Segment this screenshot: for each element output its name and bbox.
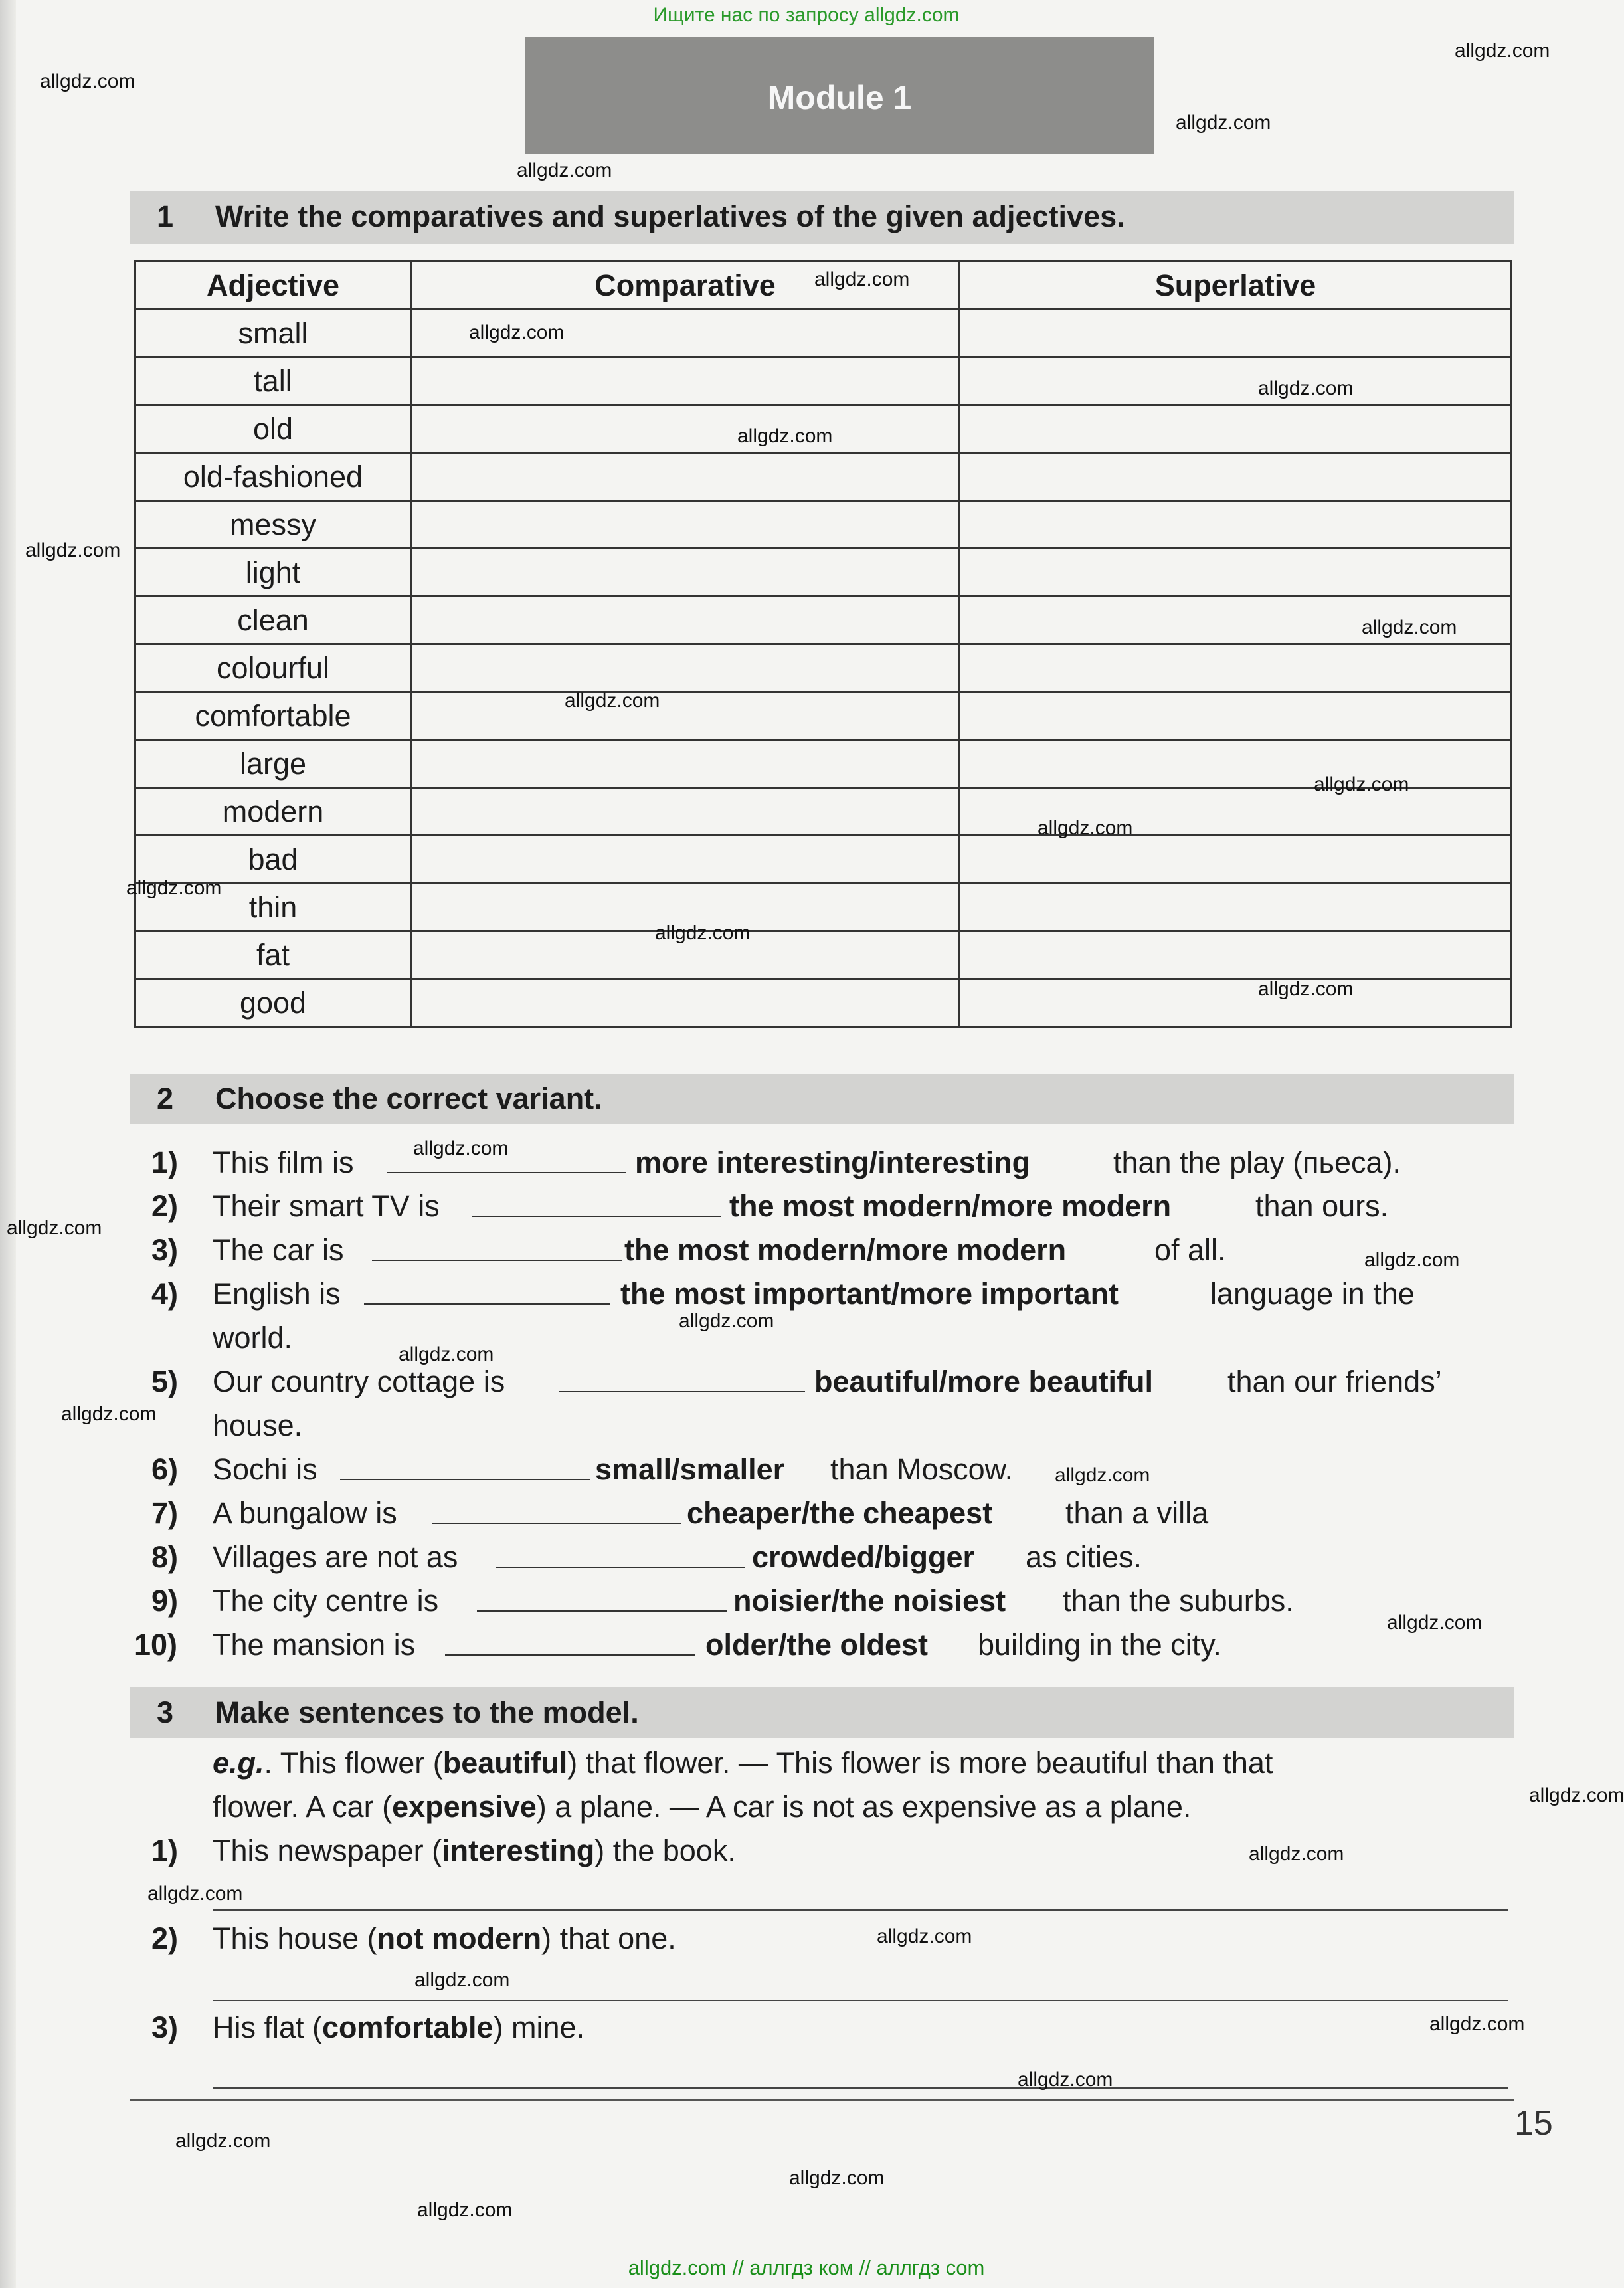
- watermark[interactable]: allgdz.com: [126, 877, 222, 899]
- watermark[interactable]: allgdz.com: [1364, 1249, 1460, 1271]
- adjective-cell: modern: [135, 788, 411, 836]
- superlative-cell[interactable]: [960, 740, 1512, 788]
- comparative-cell[interactable]: [411, 405, 960, 453]
- comparative-cell[interactable]: [411, 357, 960, 405]
- answer-blank[interactable]: [372, 1233, 622, 1261]
- superlative-cell[interactable]: [960, 405, 1512, 453]
- example-text: ) that flower. — This flower is more beautiful than that: [567, 1746, 1273, 1780]
- adjective-cell: clean: [135, 597, 411, 644]
- exercise-3-number: 3: [157, 1695, 174, 1729]
- page-binding-shadow: [0, 0, 16, 2288]
- item-text-before: The mansion is: [213, 1628, 416, 1662]
- item-text-after: than our friends’: [1227, 1365, 1442, 1398]
- item-number: 5): [151, 1365, 179, 1398]
- item-text-before: The city centre is: [213, 1584, 439, 1618]
- example-adjective: beautiful: [442, 1746, 568, 1780]
- watermark[interactable]: allgdz.com: [1455, 40, 1550, 62]
- superlative-cell[interactable]: [960, 836, 1512, 884]
- item-options: older/the oldest: [705, 1628, 929, 1662]
- item-text: This newspaper (: [213, 1834, 442, 1867]
- item-options: more interesting/interesting: [635, 1145, 1031, 1179]
- answer-blank[interactable]: [340, 1452, 590, 1480]
- example-text: . This flower (: [264, 1746, 443, 1780]
- answer-line[interactable]: [213, 1909, 1508, 1911]
- item-text-before: Sochi is: [213, 1452, 317, 1486]
- adjective-cell: large: [135, 740, 411, 788]
- exercise-2-number: 2: [157, 1082, 174, 1115]
- item-text-after: than ours.: [1255, 1189, 1389, 1223]
- comparative-cell[interactable]: [411, 788, 960, 836]
- comparative-cell[interactable]: [411, 740, 960, 788]
- item-number: 3): [151, 2010, 179, 2044]
- watermark[interactable]: allgdz.com: [1249, 1843, 1344, 1865]
- example-text: flower. A car (: [213, 1790, 393, 1824]
- watermark[interactable]: allgdz.com: [1018, 2069, 1113, 2091]
- adjective-cell: tall: [135, 357, 411, 405]
- item-options: crowded/bigger: [752, 1540, 975, 1574]
- page-number: 15: [1514, 2104, 1553, 2143]
- item-number: 7): [151, 1496, 179, 1530]
- table-row: [135, 310, 1512, 357]
- module-title: Module 1: [767, 79, 912, 116]
- adjective-cell: good: [135, 979, 411, 1027]
- adjective-cell: bad: [135, 836, 411, 884]
- example-text: ) a plane. — A car is not as expensive as a plane.: [536, 1790, 1192, 1824]
- comparative-cell[interactable]: [411, 979, 960, 1027]
- watermark[interactable]: allgdz.com: [1429, 2013, 1525, 2035]
- watermark[interactable]: allgdz.com: [1055, 1464, 1150, 1486]
- item-text-after: building in the city.: [978, 1628, 1221, 1662]
- watermark[interactable]: allgdz.com: [414, 1969, 510, 1991]
- watermark[interactable]: allgdz.com: [469, 322, 565, 343]
- exercise-3-title: Make sentences to the model.: [215, 1695, 639, 1729]
- item-number: 4): [151, 1277, 179, 1311]
- header-adjective: Adjective: [135, 262, 411, 310]
- item-options: the most important/more important: [620, 1277, 1119, 1311]
- exercise-1-title: Write the comparatives and superlatives of the given adjectives.: [215, 199, 1125, 233]
- item-number: 1): [151, 1145, 179, 1179]
- superlative-cell[interactable]: [960, 979, 1512, 1027]
- item-text-after: than Moscow.: [830, 1452, 1014, 1486]
- answer-blank[interactable]: [496, 1540, 745, 1568]
- item-number: 2): [151, 1189, 179, 1223]
- watermark[interactable]: allgdz.com: [1529, 1784, 1624, 1806]
- item-number: 6): [151, 1452, 179, 1486]
- item-text: ) mine.: [493, 2010, 585, 2044]
- watermark[interactable]: allgdz.com: [25, 539, 121, 561]
- table-row: [135, 692, 1512, 740]
- watermark[interactable]: allgdz.com: [737, 425, 833, 447]
- table-row: [135, 597, 1512, 644]
- header-comparative: Comparative: [411, 262, 960, 310]
- adjective-cell: messy: [135, 501, 411, 549]
- item-text-after: than a villa: [1065, 1496, 1209, 1530]
- table-row: [135, 549, 1512, 597]
- watermark[interactable]: allgdz.com: [61, 1403, 157, 1425]
- comparative-cell[interactable]: [411, 692, 960, 740]
- item-options: small/smaller: [595, 1452, 785, 1486]
- item-number: 2): [151, 1921, 179, 1955]
- watermark[interactable]: allgdz.com: [789, 2167, 885, 2189]
- watermark[interactable]: allgdz.com: [175, 2130, 271, 2152]
- item-text-before: Their smart TV is: [213, 1189, 440, 1223]
- watermark[interactable]: allgdz.com: [399, 1343, 494, 1365]
- comparative-cell[interactable]: [411, 453, 960, 501]
- watermark[interactable]: allgdz.com: [814, 268, 910, 290]
- comparative-cell[interactable]: [411, 549, 960, 597]
- adjective-cell: old-fashioned: [135, 453, 411, 501]
- exercise-1-number: 1: [157, 199, 174, 233]
- adjective-cell: small: [135, 310, 411, 357]
- item-text-after: than the suburbs.: [1063, 1584, 1294, 1618]
- table-row: [135, 740, 1512, 788]
- item-text-before: English is: [213, 1277, 341, 1311]
- answer-blank[interactable]: [432, 1496, 681, 1524]
- item-options: the most modern/more modern: [729, 1189, 1172, 1223]
- superlative-cell[interactable]: [960, 884, 1512, 931]
- item-text: His flat (: [213, 2010, 323, 2044]
- header-superlative: Superlative: [960, 262, 1512, 310]
- watermark[interactable]: allgdz.com: [679, 1310, 774, 1332]
- item-number: 10): [134, 1628, 178, 1662]
- watermark[interactable]: allgdz.com: [1362, 617, 1457, 638]
- example-label: e.g.: [213, 1746, 264, 1780]
- watermark[interactable]: allgdz.com: [565, 690, 660, 712]
- watermark[interactable]: allgdz.com: [413, 1137, 509, 1159]
- comparative-cell[interactable]: [411, 501, 960, 549]
- item-options: the most modern/more modern: [624, 1233, 1067, 1267]
- table-row: [135, 931, 1512, 979]
- watermark[interactable]: allgdz.com: [517, 159, 612, 181]
- superlative-cell[interactable]: [960, 644, 1512, 692]
- bottom-banner[interactable]: allgdz.com // аллгдз ком // аллгдз com: [628, 2256, 985, 2279]
- table-row: [135, 788, 1512, 836]
- adjective-cell: colourful: [135, 644, 411, 692]
- item-adjective: comfortable: [322, 2010, 494, 2044]
- item-options: beautiful/more beautiful: [814, 1365, 1154, 1398]
- watermark[interactable]: allgdz.com: [1038, 817, 1133, 839]
- exercise-2-title: Choose the correct variant.: [215, 1082, 602, 1115]
- table-row: [135, 644, 1512, 692]
- item-text: This house (: [213, 1921, 377, 1955]
- superlative-cell[interactable]: [960, 453, 1512, 501]
- watermark[interactable]: allgdz.com: [147, 1883, 243, 1905]
- ex2-item-5-continued: house.: [213, 1408, 303, 1442]
- item-text-after: language in the: [1210, 1277, 1415, 1311]
- answer-blank[interactable]: [559, 1365, 805, 1392]
- item-number: 9): [151, 1584, 179, 1618]
- superlative-cell[interactable]: [960, 692, 1512, 740]
- ex3-example-line-2: [213, 1790, 1191, 1824]
- example-adjective: expensive: [392, 1790, 537, 1824]
- item-text-before: Our country cottage is: [213, 1365, 505, 1398]
- superlative-cell[interactable]: [960, 501, 1512, 549]
- item-text: ) the book.: [594, 1834, 736, 1867]
- item-text-after: of all.: [1154, 1233, 1226, 1267]
- answer-blank[interactable]: [472, 1189, 721, 1217]
- answer-line[interactable]: [213, 2087, 1508, 2089]
- adjectives-table: [134, 260, 1512, 1028]
- item-text-after: as cities.: [1026, 1540, 1142, 1574]
- item-text-before: The car is: [213, 1233, 344, 1267]
- watermark[interactable]: allgdz.com: [7, 1217, 102, 1239]
- item-number: 1): [151, 1834, 179, 1867]
- superlative-cell[interactable]: [960, 310, 1512, 357]
- answer-blank[interactable]: [445, 1628, 695, 1656]
- item-adjective: interesting: [442, 1834, 595, 1867]
- answer-blank[interactable]: [477, 1584, 727, 1612]
- item-options: noisier/the noisiest: [733, 1584, 1006, 1618]
- watermark[interactable]: allgdz.com: [1176, 112, 1271, 134]
- item-text: ) that one.: [541, 1921, 676, 1955]
- item-text-before: Villages are not as: [213, 1540, 458, 1574]
- watermark[interactable]: allgdz.com: [1258, 377, 1354, 399]
- adjective-cell: fat: [135, 931, 411, 979]
- item-options: cheaper/the cheapest: [687, 1496, 993, 1530]
- page-bottom-rule: [130, 2099, 1514, 2101]
- item-text-before: A bungalow is: [213, 1496, 397, 1530]
- watermark[interactable]: allgdz.com: [417, 2199, 513, 2221]
- superlative-cell[interactable]: [960, 357, 1512, 405]
- item-number: 3): [151, 1233, 179, 1267]
- watermark[interactable]: allgdz.com: [655, 922, 751, 944]
- comparative-cell[interactable]: [411, 597, 960, 644]
- comparative-cell[interactable]: [411, 644, 960, 692]
- watermark[interactable]: allgdz.com: [877, 1925, 972, 1947]
- table-row: [135, 501, 1512, 549]
- answer-line[interactable]: [213, 2000, 1508, 2001]
- adjective-cell: comfortable: [135, 692, 411, 740]
- answer-blank[interactable]: [364, 1277, 610, 1305]
- item-number: 8): [151, 1540, 179, 1574]
- comparative-cell[interactable]: [411, 836, 960, 884]
- watermark[interactable]: allgdz.com: [1258, 978, 1354, 1000]
- watermark[interactable]: allgdz.com: [1314, 773, 1409, 795]
- item-adjective: not modern: [377, 1921, 542, 1955]
- table-row: [135, 836, 1512, 884]
- item-text-before: This film is: [213, 1145, 354, 1179]
- adjective-cell: light: [135, 549, 411, 597]
- table-row: [135, 884, 1512, 931]
- watermark[interactable]: allgdz.com: [40, 70, 135, 92]
- watermark[interactable]: allgdz.com: [1387, 1612, 1483, 1634]
- ex2-item-4-continued: world.: [213, 1321, 293, 1355]
- superlative-cell[interactable]: [960, 549, 1512, 597]
- adjective-cell: thin: [135, 884, 411, 931]
- ex3-example-line-1: [213, 1746, 1273, 1780]
- table-row: [135, 453, 1512, 501]
- adjective-cell: old: [135, 405, 411, 453]
- item-text-after: than the play (пьеса).: [1113, 1145, 1401, 1179]
- top-banner[interactable]: Ищите нас по запросу allgdz.com: [653, 4, 960, 26]
- superlative-cell[interactable]: [960, 931, 1512, 979]
